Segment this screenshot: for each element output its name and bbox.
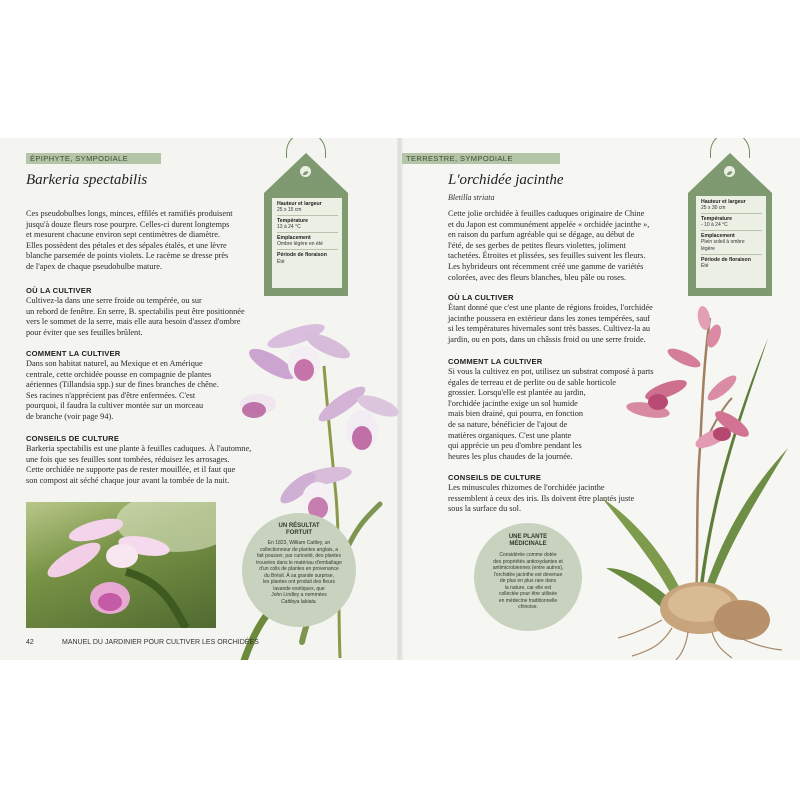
text-line: son compost ait séché chaque jour avant la tombée de la nuit. <box>26 475 230 485</box>
text-line: colorées, avec des fleurs blanches, bleu pâle ou roses. <box>448 272 627 282</box>
left-category-banner: ÉPIPHYTE, SYMPODIALE <box>26 153 161 164</box>
bloom-label: Période de floraison <box>277 252 327 259</box>
tag-details <box>696 196 766 288</box>
text-line: Plein soleil à ombre <box>701 239 745 246</box>
right-page-title: L'orchidée jacinthe <box>448 172 564 188</box>
height-value: 25 x 30 cm <box>701 205 762 214</box>
placement-label: Emplacement <box>277 235 311 242</box>
height-label: Hauteur et largeur <box>701 199 746 205</box>
left-section-where: OÙ LA CULTIVER <box>26 286 92 295</box>
text-line: Les hybrideurs ont récemment créé une gamme de variétés <box>448 261 644 271</box>
text-line: des propriétés antioxydantes et <box>493 558 563 565</box>
text-line: de plus en plus rare dans <box>499 578 557 584</box>
text-line: égales de terreau et de perlite ou de sable horticole <box>448 377 616 387</box>
text-line: et mesurent chacune environ sept centimètres de diamètre. <box>26 230 220 240</box>
temperature-label: Température <box>277 218 309 225</box>
text-line: jardin, ou en pots, dans un châssis froid ou une serre froide. <box>448 334 646 344</box>
placement-label: Emplacement <box>701 233 735 240</box>
right-section-how: COMMENT LA CULTIVER <box>448 357 543 366</box>
text-line: antimicrobiennes (entre autres), <box>492 565 564 571</box>
text-line: d'un colis de plantes en provenance <box>259 566 339 572</box>
text-line: mais bien drainé, qui pourra, en fonction <box>448 409 584 419</box>
text-line: Étant donné que c'est une plante de régions froides, l'orchidée <box>448 303 653 312</box>
text-line: l'orchidée jacinthe exige un sol humide <box>448 398 578 408</box>
text-line: vers le sommet de la serre, mais elle aura besoin d'assez d'ombre <box>26 317 241 327</box>
text-line: en raison du parfum agréable qui se dégage, au début de <box>448 230 635 240</box>
text-line: tachetées. Étroites et plissées, ses feuilles suivent les fleurs. <box>448 251 646 261</box>
right-section-where: OÙ LA CULTIVER <box>448 293 514 302</box>
text-line: collectionneur de plantes anglais, a <box>259 546 339 553</box>
text-line: Cattleya labiata. <box>281 598 317 605</box>
text-line: sous la surface du sol. <box>448 504 522 514</box>
text-line: l'orchidée jacinthe est devenue <box>493 571 563 578</box>
right-category-banner: TERRESTRE, SYMPODIALE <box>402 153 560 164</box>
bloom-value: Été <box>277 258 285 265</box>
text-line: grossier. Lorsqu'elle est plantée au jardin, <box>448 388 586 398</box>
text-line: et du Japon est communément appelée « orchidée jacinthe », <box>448 219 650 229</box>
leaf-icon <box>724 166 735 177</box>
right-intro <box>448 209 698 283</box>
fun-fact-circle <box>242 513 356 627</box>
text-line: qui apprécie un peu d'ombre pendant les <box>448 441 582 451</box>
text-line: blanche parsemée de points violets. Le racème se dresse près <box>26 251 229 261</box>
text-line: une fois que ses feuilles sont tombées, réduisez les arrosages. <box>26 454 230 464</box>
text-line: l'été, de ses gerbes de petites fleurs violettes, joliment <box>448 240 626 250</box>
text-line: Ses racines n'apprécient pas d'être enfermées. C'est <box>26 390 196 400</box>
circle-title-line: UNE PLANTE <box>508 534 548 540</box>
circle-title-line: UN RÉSULTAT <box>278 523 320 529</box>
text-line: Elles possèdent des pétales et des sépales étalés, et une lèvre <box>26 240 227 250</box>
text-line: Cultivez-la dans une serre froide ou tempérée, ou sur <box>26 296 202 305</box>
text-line: fait pousser, par curiosité, des plantes <box>257 553 341 559</box>
text-line: un rebord de fenêtre. En serre, B. spectabilis peut être positionnée <box>26 306 245 316</box>
bloom-label: Période de floraison <box>701 256 751 263</box>
text-line: trouvées dans le matériau d'emballage <box>256 559 342 566</box>
text-line: lavande exotiques, que <box>273 585 325 592</box>
text-line: heures les plus chaudes de la journée. <box>448 451 573 461</box>
circle-body <box>244 540 354 605</box>
placement-value <box>701 239 762 254</box>
text-line: centrale, cette orchidée pousse en compagnie de plantes <box>26 369 212 379</box>
bloom-value: Été <box>701 262 709 269</box>
height-value: 25 x 15 cm <box>277 207 338 216</box>
text-line: si les températures hivernales sont très basses. Cultivez-la au <box>448 324 651 334</box>
tag-details <box>272 198 342 288</box>
circle-body <box>476 552 580 611</box>
text-line: en médecine traditionnelle <box>498 597 558 604</box>
text-line: Si vous la cultivez en pot, utilisez un substrat composé à parts <box>448 367 654 376</box>
text-line: Les minuscules rhizomes de l'orchidée jacinthe <box>448 483 605 492</box>
text-line: Ces pseudobulbes longs, minces, effilés et ramifiés produisent <box>26 209 233 218</box>
bletilla-illustration <box>592 298 800 660</box>
text-line: pourquoi, il faudra la cultiver montée sur un morceau <box>26 401 204 411</box>
right-section-tips: CONSEILS DE CULTURE <box>448 473 542 482</box>
temperature-value: - 10 à 24 °C <box>701 222 762 231</box>
text-line: Barkeria spectabilis est une plante à feuilles caduques. À l'automne, <box>26 444 252 453</box>
left-section-how-body <box>26 359 246 423</box>
medicinal-circle <box>474 523 582 631</box>
text-line: de l'apex de chaque pseudobulbe mature. <box>26 261 163 271</box>
text-line: jacinthe poussera en extérieur dans les zones tempérées, sauf <box>448 313 651 323</box>
leaf-icon <box>300 166 311 177</box>
circle-title-line: MÉDICINALE <box>509 541 547 547</box>
text-line: les plantes ont produit des fleurs <box>263 579 335 585</box>
orchid-photo <box>26 502 216 628</box>
temperature-label: Température <box>701 216 733 223</box>
circle-title-line: FORTUIT <box>286 530 312 536</box>
text-line: Cette orchidée ne supporte pas de rester mouillée, et il faut que <box>26 465 236 475</box>
left-intro <box>26 209 266 273</box>
height-label: Hauteur et largeur <box>277 201 322 207</box>
text-line: jusqu'à douze fleurs rose pourpre. Celles-ci durent longtemps <box>26 219 230 229</box>
text-line: ressemblent à ceux des iris. Ils doivent être plantés juste <box>448 493 635 503</box>
text-line: collectée pour être utilisée <box>498 591 558 597</box>
temperature-value: 13 à 24 °C <box>277 224 338 233</box>
text-line: Cette jolie orchidée à feuilles caduques originaire de Chine <box>448 209 645 218</box>
text-line: de sa nature, bénéficier de l'ajout de <box>448 419 568 429</box>
text-line: matières organiques. C'est une plante <box>448 430 572 440</box>
text-line: John Lindley a nommées <box>271 592 327 598</box>
left-page-title: Barkeria spectabilis <box>26 172 148 188</box>
text-line: aériennes (Tillandsia spp.) sur de fines branches de chêne. <box>26 380 219 390</box>
text-line: pour éviter que ses feuilles brûlent. <box>26 327 143 337</box>
text-line: Considérée comme dotée <box>499 552 557 558</box>
page-number: 42 <box>26 639 34 646</box>
text-line: chinoise. <box>518 604 538 610</box>
text-line: En 1823, William Cattley, un <box>267 540 331 546</box>
text-line: légère <box>701 245 715 252</box>
text-line: du Brésil. À sa grande surprise, <box>264 572 334 579</box>
right-latin-name: Bletilla striata <box>448 193 495 202</box>
left-section-how: COMMENT LA CULTIVER <box>26 349 121 358</box>
book-spread <box>0 138 800 660</box>
text-line: Dans son habitat naturel, au Mexique et en Amérique <box>26 359 203 368</box>
placement-value: Ombre légère en été <box>277 241 338 250</box>
text-line: de branche (voir page 94). <box>26 411 114 421</box>
book-title-footer: MANUEL DU JARDINIER POUR CULTIVER LES ORCHIDÉES <box>62 639 259 646</box>
left-section-tips: CONSEILS DE CULTURE <box>26 434 120 443</box>
text-line: la nature, car elle est <box>504 584 552 591</box>
